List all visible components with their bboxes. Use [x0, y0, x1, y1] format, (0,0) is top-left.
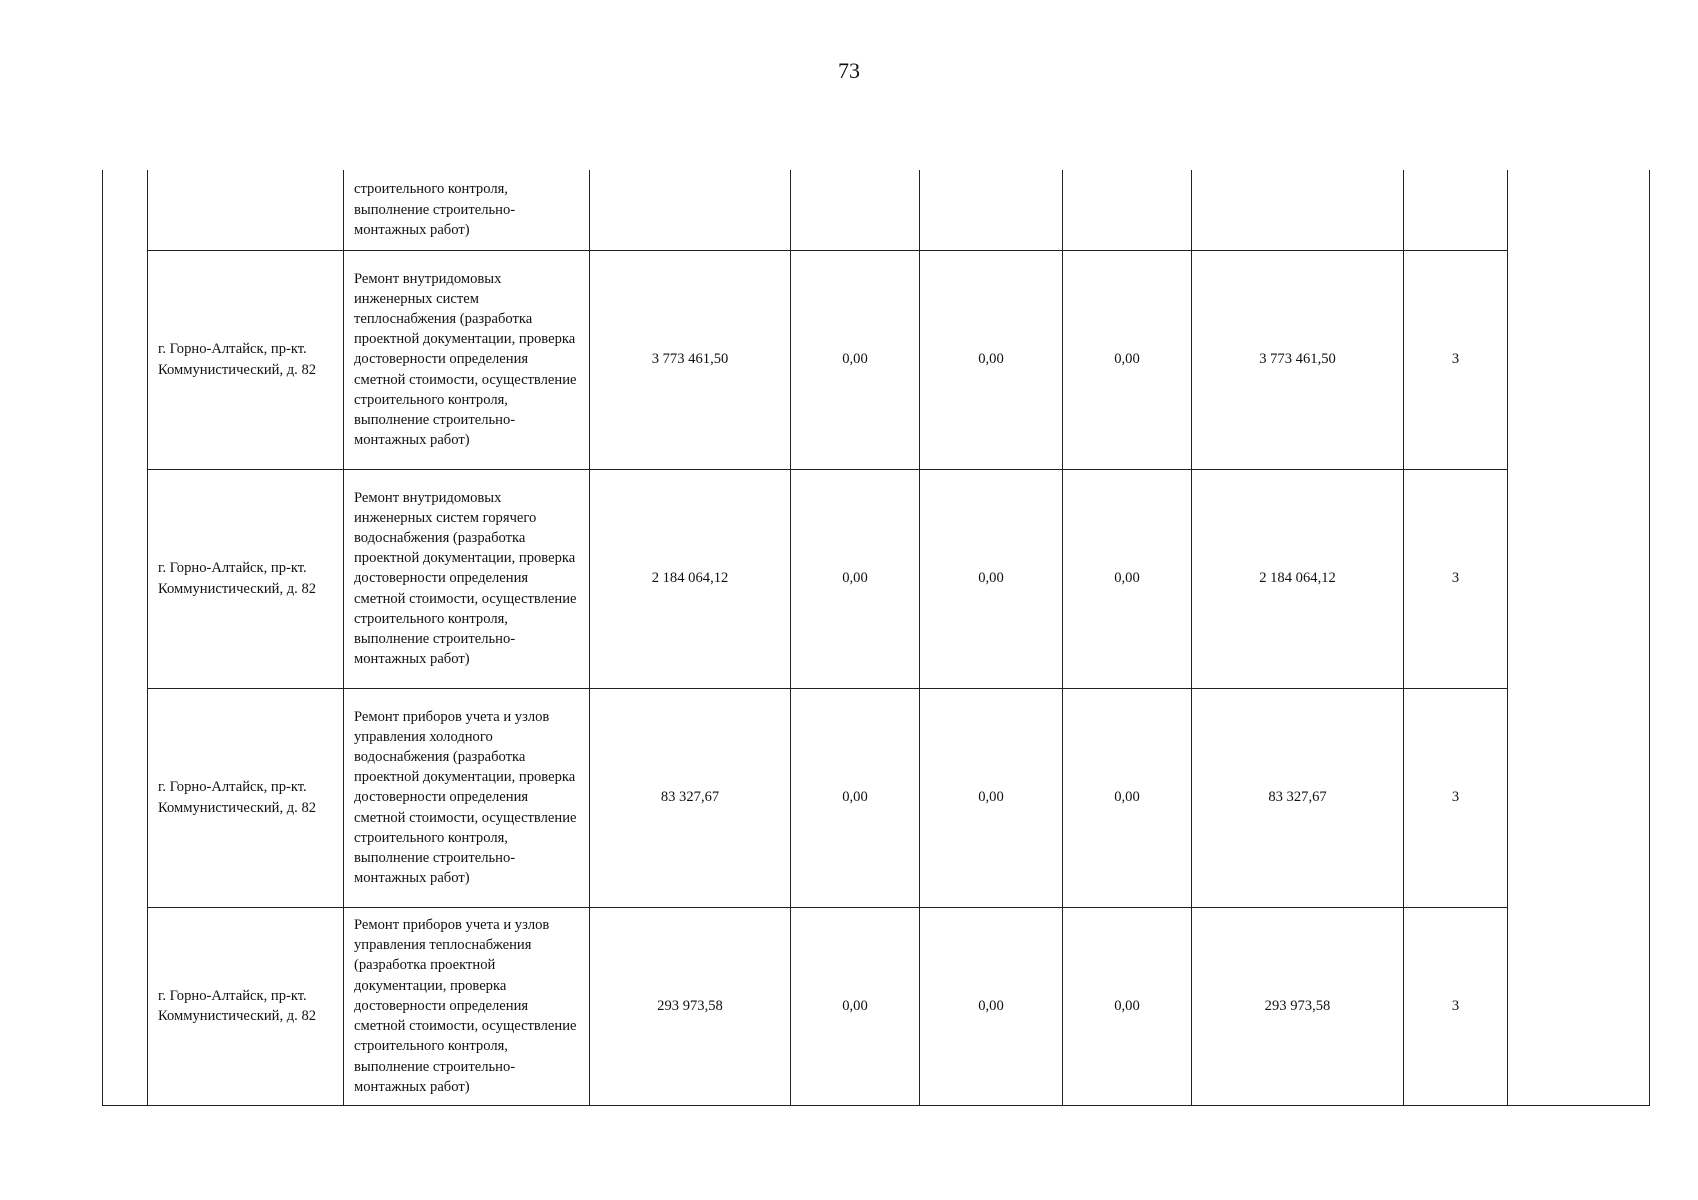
- address-cell: г. Горно-Алтайск, пр-кт. Коммунистический, д. 82: [148, 688, 344, 907]
- table-row-continued: [103, 170, 1650, 250]
- value-cell-e: [1404, 170, 1508, 250]
- outer-merged-cell: [103, 170, 148, 1105]
- work-description-cell: Ремонт приборов учета и узлов управления холодного водоснабжения (разработка проектной документации, проверка достоверности определения сметной стоимости, осуществление строительного контроля, выполнение строительно-монтажных работ): [344, 688, 590, 907]
- value-cell-e: 3: [1404, 688, 1508, 907]
- value-cell-a: 0,00: [791, 469, 920, 688]
- value-cell-a: 0,00: [791, 250, 920, 469]
- value-cell-d: 83 327,67: [1192, 688, 1404, 907]
- work-description-cell: [344, 170, 590, 250]
- value-cell-a: [791, 170, 920, 250]
- address-cell: г. Горно-Алтайск, пр-кт. Коммунистический, д. 82: [148, 469, 344, 688]
- total-cell: 2 184 064,12: [590, 469, 791, 688]
- value-cell-d: 3 773 461,50: [1192, 250, 1404, 469]
- work-description: строительного контроля, выполнение строительно-монтажных работ): [354, 181, 516, 238]
- value-cell-b: 0,00: [920, 688, 1063, 907]
- page-number: 73: [838, 58, 860, 83]
- value-cell-e: 3: [1404, 907, 1508, 1105]
- table-row: [103, 469, 1650, 688]
- value-cell-d: [1192, 170, 1404, 250]
- value-cell-c: 0,00: [1063, 469, 1192, 688]
- value-cell-e: 3: [1404, 469, 1508, 688]
- address-cell: [148, 170, 344, 250]
- address-cell: г. Горно-Алтайск, пр-кт. Коммунистический, д. 82: [148, 250, 344, 469]
- table-row: [103, 907, 1650, 1105]
- total-cell: 3 773 461,50: [590, 250, 791, 469]
- total-cell: [590, 170, 791, 250]
- value-cell-d: 293 973,58: [1192, 907, 1404, 1105]
- value-cell-c: 0,00: [1063, 250, 1192, 469]
- last-merged-cell: [1508, 170, 1650, 1105]
- value-cell-d: 2 184 064,12: [1192, 469, 1404, 688]
- address-cell: г. Горно-Алтайск, пр-кт. Коммунистический, д. 82: [148, 907, 344, 1105]
- total-cell: 293 973,58: [590, 907, 791, 1105]
- value-cell-e: 3: [1404, 250, 1508, 469]
- table-row: [103, 688, 1650, 907]
- value-cell-a: 0,00: [791, 688, 920, 907]
- total-cell: 83 327,67: [590, 688, 791, 907]
- value-cell-b: 0,00: [920, 907, 1063, 1105]
- work-description-cell: Ремонт внутридомовых инженерных систем теплоснабжения (разработка проектной документации, проверка достоверности определения сметной стоимости, осуществление строительного контроля, выполнение строительно-монтажных работ): [344, 250, 590, 469]
- work-description-cell: Ремонт приборов учета и узлов управления теплоснабжения (разработка проектной документации, проверка достоверности определения сметной стоимости, осуществление строительного контроля, выполнение строительно-монтажных работ): [344, 907, 590, 1105]
- works-table: [102, 170, 1650, 1106]
- value-cell-c: 0,00: [1063, 907, 1192, 1105]
- value-cell-b: 0,00: [920, 250, 1063, 469]
- value-cell-c: [1063, 170, 1192, 250]
- value-cell-b: 0,00: [920, 469, 1063, 688]
- table-row: [103, 250, 1650, 469]
- value-cell-b: [920, 170, 1063, 250]
- value-cell-a: 0,00: [791, 907, 920, 1105]
- value-cell-c: 0,00: [1063, 688, 1192, 907]
- work-description-cell: Ремонт внутридомовых инженерных систем горячего водоснабжения (разработка проектной документации, проверка достоверности определения сметной стоимости, осуществление строительного контроля, выполнение строительно-монтажных работ): [344, 469, 590, 688]
